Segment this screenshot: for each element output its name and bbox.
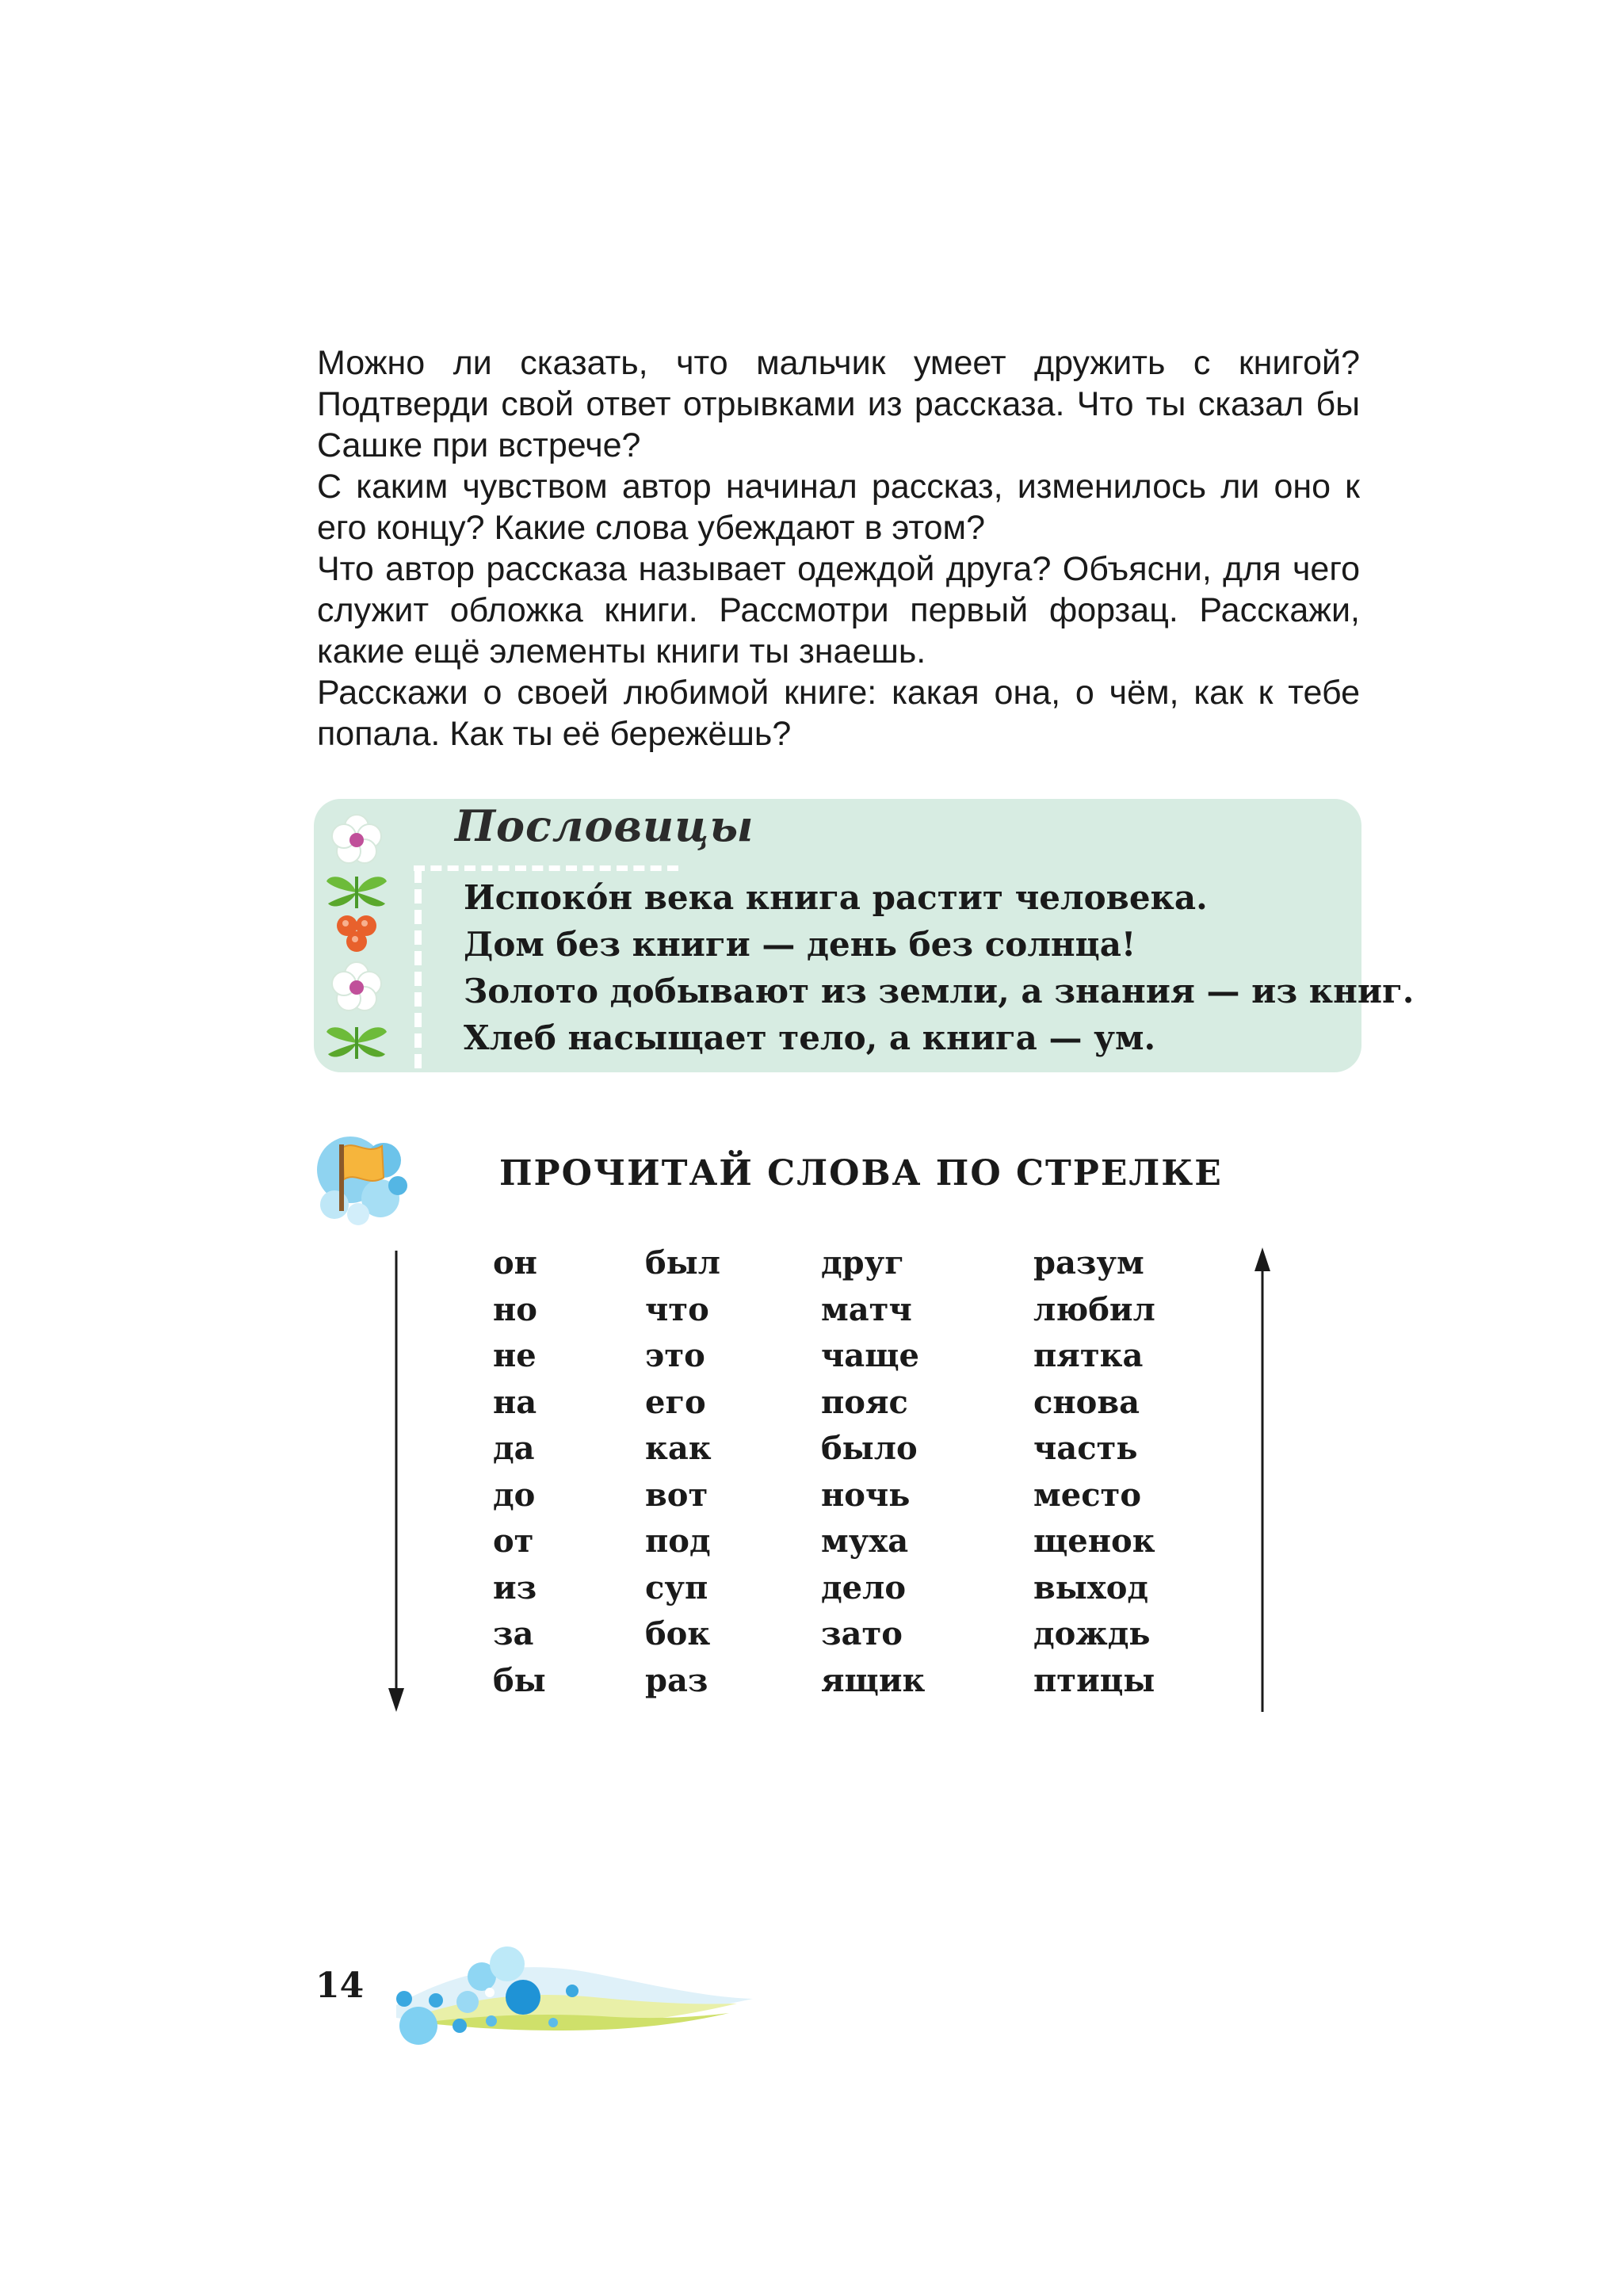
word: до <box>493 1476 536 1514</box>
flower-ornament-icon <box>323 807 387 1068</box>
word: раз <box>645 1661 708 1699</box>
word: ночь <box>821 1476 911 1514</box>
word-column-4 <box>1033 1240 1155 1704</box>
proverbs-divider-horizontal <box>414 865 678 871</box>
down-arrow-icon <box>387 1251 406 1713</box>
word: пятка <box>1033 1337 1144 1374</box>
word-column-2 <box>645 1240 720 1704</box>
proverbs-divider-vertical <box>414 869 422 1068</box>
proverb-4: Хлеб насыщает тело, а книга — ум. <box>464 1018 1156 1057</box>
questions-text <box>317 342 1360 755</box>
question-2: С каким чувством автор начинал рассказ, изменилось ли оно к его концу? Какие слова убеждают в этом? <box>317 468 1360 547</box>
word: матч <box>821 1290 912 1328</box>
word: снова <box>1033 1383 1140 1421</box>
page-number: 14 <box>315 1966 365 2006</box>
task-title: ПРОЧИТАЙ СЛОВА ПО СТРЕЛКЕ <box>499 1153 1223 1194</box>
word: это <box>645 1337 705 1374</box>
word-column-3 <box>821 1240 925 1704</box>
word: под <box>645 1522 711 1560</box>
word: он <box>493 1244 537 1282</box>
word: бок <box>645 1615 711 1652</box>
word: дело <box>821 1568 906 1606</box>
word: выход <box>1033 1568 1149 1606</box>
up-arrow-icon <box>1253 1246 1272 1713</box>
word: любил <box>1033 1290 1155 1328</box>
word: дождь <box>1033 1615 1151 1652</box>
proverb-3: Золото добывают из земли, а знания — из книг. <box>464 972 1415 1010</box>
flag-icon <box>311 1129 414 1232</box>
word: но <box>493 1290 537 1328</box>
word: чаще <box>821 1337 919 1374</box>
word: разум <box>1033 1244 1144 1282</box>
proverb-1: Испоко́н века книга растит человека. <box>464 878 1208 917</box>
word: да <box>493 1430 535 1467</box>
word: место <box>1033 1476 1142 1514</box>
word: зато <box>821 1615 903 1652</box>
question-3: Что автор рассказа называет одеждой друга? Объясни, для чего служит обложка книги. Рассмотри первый форзац. Расскажи, какие ещё элементы книги ты знаешь. <box>317 550 1360 670</box>
bubbles-wave-icon <box>388 1942 761 2045</box>
word: пояс <box>821 1383 908 1421</box>
word: муха <box>821 1522 909 1560</box>
word: был <box>645 1244 720 1282</box>
word: его <box>645 1383 706 1421</box>
word: бы <box>493 1661 546 1699</box>
word: что <box>645 1290 709 1328</box>
word-column-1 <box>493 1240 546 1704</box>
word: часть <box>1033 1430 1138 1467</box>
word: как <box>645 1430 712 1467</box>
word: от <box>493 1522 534 1560</box>
proverbs-title: Пословицы <box>455 800 754 851</box>
question-1: Можно ли сказать, что мальчик умеет дружить с книгой? Подтверди свой ответ отрывками из рассказа. Что ты сказал бы Сашке при встрече? <box>317 344 1360 464</box>
word: ящик <box>821 1661 926 1699</box>
word: вот <box>645 1476 708 1514</box>
word: было <box>821 1430 918 1467</box>
word: из <box>493 1568 537 1606</box>
word: на <box>493 1383 537 1421</box>
word: за <box>493 1615 534 1652</box>
word: друг <box>821 1244 904 1282</box>
proverb-2: Дом без книги — день без солнца! <box>464 925 1136 964</box>
proverbs-list <box>464 874 1415 1061</box>
word: не <box>493 1337 537 1374</box>
word: суп <box>645 1568 708 1606</box>
word: щенок <box>1033 1522 1155 1560</box>
word: птицы <box>1033 1661 1155 1699</box>
question-4: Расскажи о своей любимой книге: какая она, о чём, как к тебе попала. Как ты её бережёшь? <box>317 674 1360 753</box>
